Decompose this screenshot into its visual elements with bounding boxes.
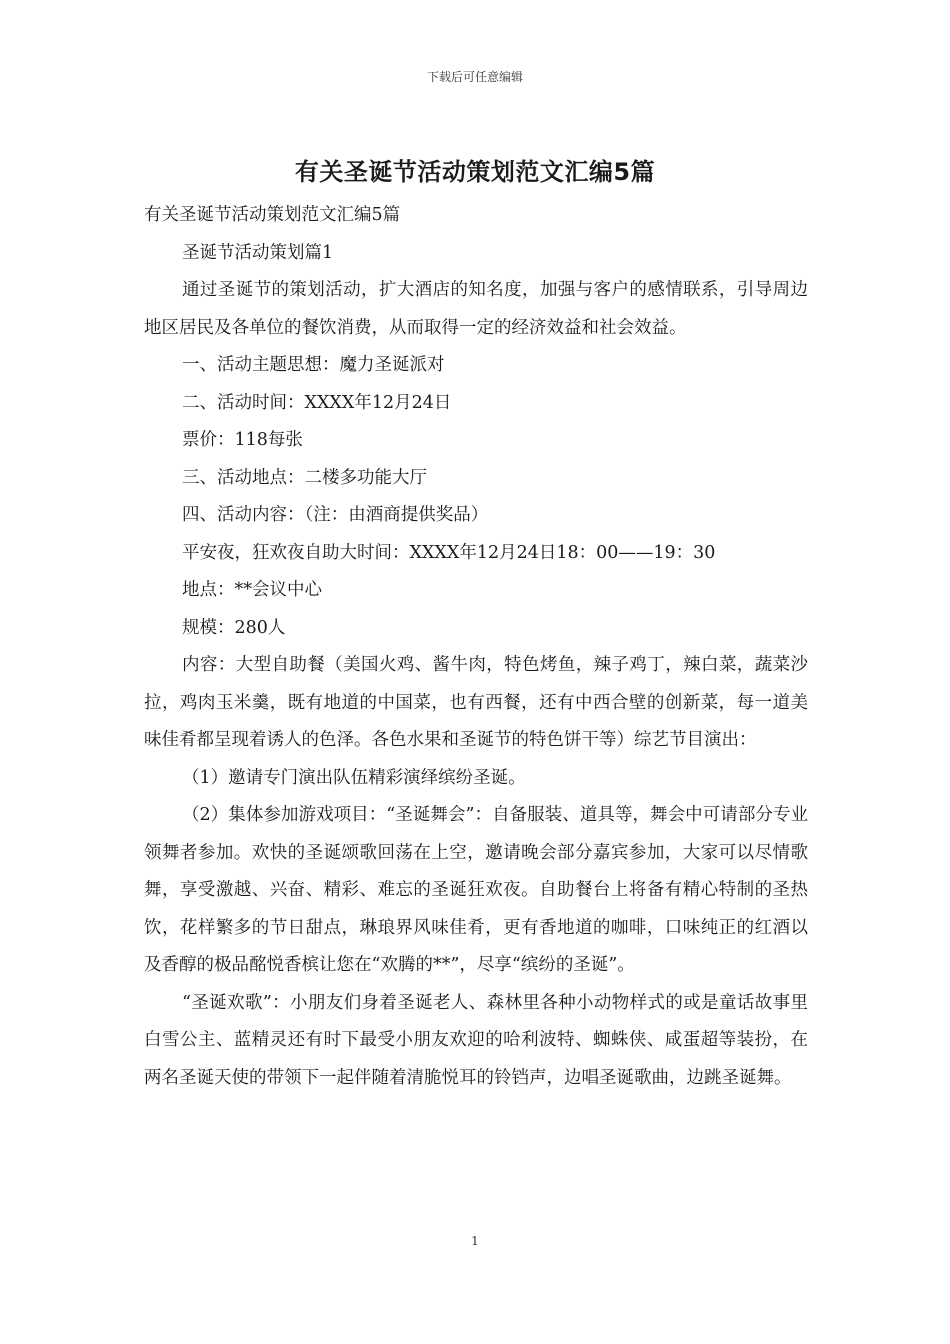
body-paragraph: 四、活动内容：（注：由酒商提供奖品） xyxy=(182,505,489,525)
header-note: 下载后可任意编辑 xyxy=(426,70,523,84)
body-paragraph: 内容：大型自助餐（美国火鸡、酱牛肉，特色烤鱼，辣子鸡丁，辣白菜，蔬菜沙拉，鸡肉玉米羹，既有地道的中国菜，也有西餐，还有中西合壁的创新菜，每一道美味佳肴都呈现着诱人的色泽。各色水果和圣诞节的特色饼干等）综艺节目演出： xyxy=(144,655,808,750)
document-title: 有关圣诞节活动策划范文汇编5篇 xyxy=(294,158,656,186)
body-paragraph: （2）集体参加游戏项目：“圣诞舞会”：自备服装、道具等，舞会中可请部分专业领舞者参加。欢快的圣诞颂歌回荡在上空，邀请晚会部分嘉宾参加，大家可以尽情歌舞，享受激越、兴奋、精彩、难忘的圣诞狂欢夜。自助餐台上将备有精心特制的圣热饮，花样繁多的节日甜点，琳琅界风味佳肴，更有香地道的咖啡，口味纯正的红酒以及香醇的极品酩悦香槟让您在“欢腾的**”，尽享“缤纷的圣诞”。 xyxy=(144,805,808,975)
section-heading: 圣诞节活动策划篇1 xyxy=(182,242,334,263)
body-paragraph: “圣诞欢歌”：小朋友们身着圣诞老人、森林里各种小动物样式的或是童话故事里白雪公主、蓝精灵还有时下最受小朋友欢迎的哈利波特、蜘蛛侠、咸蛋超等装扮，在两名圣诞天使的带领下一起伴随着清脆悦耳的铃铛声，边唱圣诞歌曲，边跳圣诞舞。 xyxy=(144,992,808,1088)
body-paragraph: （1）邀请专门演出队伍精彩演绎缤纷圣诞。 xyxy=(182,767,526,788)
body-paragraph: 二、活动时间：XXXX年12月24日 xyxy=(182,392,452,413)
page-number: 1 xyxy=(471,1234,479,1248)
body-paragraph: 平安夜，狂欢夜自助大时间：XXXX年12月24日18：00——19：30 xyxy=(182,542,716,563)
body-paragraph: 通过圣诞节的策划活动，扩大酒店的知名度，加强与客户的感情联系，引导周边地区居民及各单位的餐饮消费，从而取得一定的经济效益和社会效益。 xyxy=(144,280,808,338)
subtitle-paragraph: 有关圣诞节活动策划范文汇编5篇 xyxy=(144,205,401,225)
body-paragraph: 一、活动主题思想：魔力圣诞派对 xyxy=(182,355,445,375)
document-body xyxy=(144,197,808,1097)
body-paragraph: 三、活动地点：二楼多功能大厅 xyxy=(182,467,427,488)
body-paragraph: 票价：118每张 xyxy=(182,430,303,450)
body-paragraph: 规模：280人 xyxy=(182,617,286,638)
body-paragraph: 地点：**会议中心 xyxy=(182,580,322,600)
